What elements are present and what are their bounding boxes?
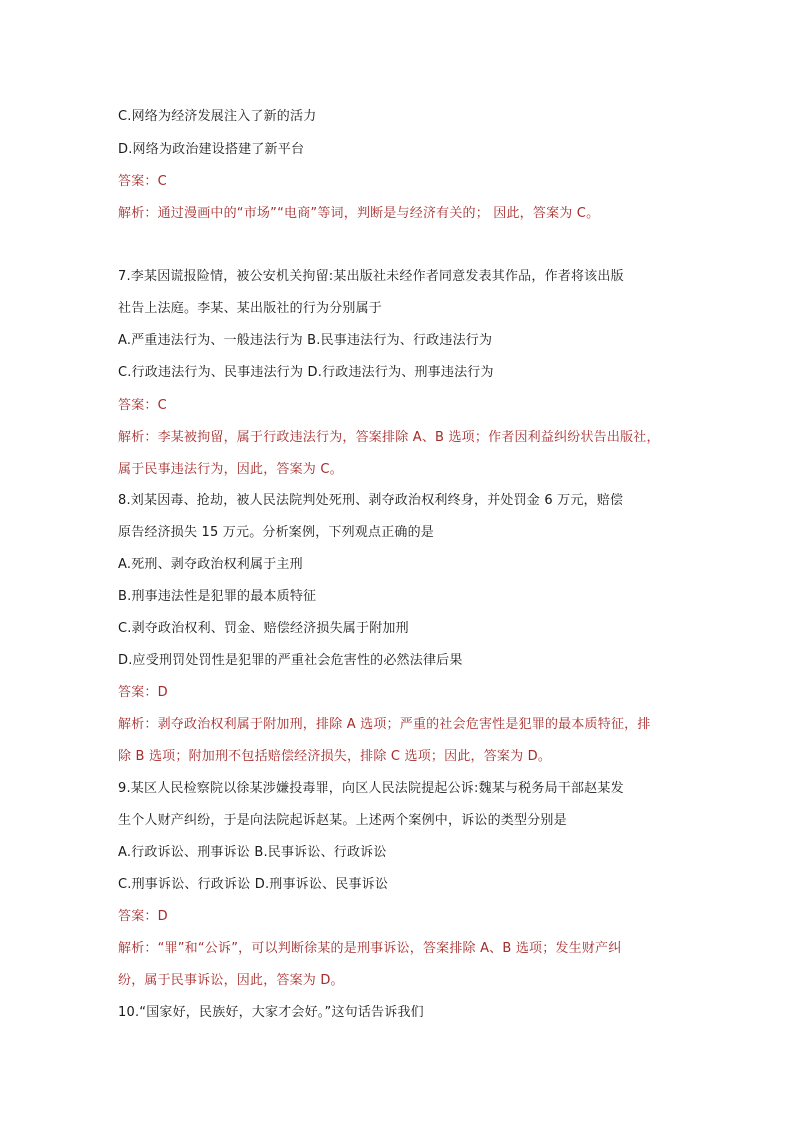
q7-analysis-line-1: 解析：李某被拘留，属于行政违法行为，答案排除 A、B 选项；作者因利益纠纷状告出版社，	[118, 430, 660, 445]
q8-option-c: C.剥夺政治权利、罚金、赔偿经济损失属于附加刑	[118, 621, 409, 636]
q7-stem-line-1: 7.李某因谎报险情，被公安机关拘留:某出版社未经作者同意发表其作品，作者将该出版	[118, 269, 624, 284]
q7-answer: 答案：C	[118, 398, 167, 413]
q9-options-cd: C.刑事诉讼、行政诉讼 D.刑事诉讼、民事诉讼	[118, 877, 389, 892]
q9-answer: 答案：D	[118, 909, 168, 924]
q9-options-ab: A.行政诉讼、刑事诉讼 B.民事诉讼、行政诉讼	[118, 845, 387, 860]
q9-stem-line-1: 9.某区人民检察院以徐某涉嫌投毒罪，向区人民法院提起公诉:魏某与税务局干部赵某发	[118, 781, 624, 796]
q10-stem: 10.“国家好，民族好，大家才会好。”这句话告诉我们	[118, 1005, 424, 1020]
q8-analysis-line-2: 除 B 选项；附加刑不包括赔偿经济损失，排除 C 选项；因此，答案为 D。	[118, 749, 552, 764]
q8-stem-line-1: 8.刘某因毒、抢劫，被人民法院判处死刑、剥夺政治权利终身，并处罚金 6 万元，赔偿	[118, 493, 624, 508]
q8-stem-line-2: 原告经济损失 15 万元。分析案例，下列观点正确的是	[118, 525, 435, 540]
q8-option-a: A.死刑、剥夺政治权利属于主刑	[118, 557, 303, 572]
q7-options-cd: C.行政违法行为、民事违法行为 D.行政违法行为、刑事违法行为	[118, 365, 494, 380]
q6-option-d: D.网络为政治建设搭建了新平台	[118, 142, 305, 157]
q6-analysis: 解析：通过漫画中的“市场”“电商”等词，判断是与经济有关的； 因此，答案为 C。	[118, 206, 600, 221]
q9-analysis-line-2: 纷，属于民事诉讼，因此，答案为 D。	[118, 973, 344, 988]
q9-stem-line-2: 生个人财产纠纷，于是向法院起诉赵某。上述两个案例中，诉讼的类型分别是	[118, 813, 567, 828]
q8-option-b: B.刑事违法性是犯罪的最本质特征	[118, 589, 317, 604]
q6-option-c: C.网络为经济发展注入了新的活力	[118, 109, 317, 124]
q7-options-ab: A.严重违法行为、一般违法行为 B.民事违法行为、行政违法行为	[118, 333, 493, 348]
q6-answer: 答案：C	[118, 174, 167, 189]
q8-option-d: D.应受刑罚处罚性是犯罪的严重社会危害性的必然法律后果	[118, 653, 463, 668]
q8-analysis-line-1: 解析：剥夺政治权利属于附加刑，排除 A 选项；严重的社会危害性是犯罪的最本质特征，排	[118, 717, 651, 732]
q7-stem-line-2: 社告上法庭。李某、某出版社的行为分别属于	[118, 301, 383, 316]
q7-analysis-line-2: 属于民事违法行为，因此，答案为 C。	[118, 462, 343, 477]
q8-answer: 答案：D	[118, 685, 168, 700]
q9-analysis-line-1: 解析：“罪”和“公诉”，可以判断徐某的是刑事诉讼，答案排除 A、B 选项；发生财产纠	[118, 941, 622, 956]
